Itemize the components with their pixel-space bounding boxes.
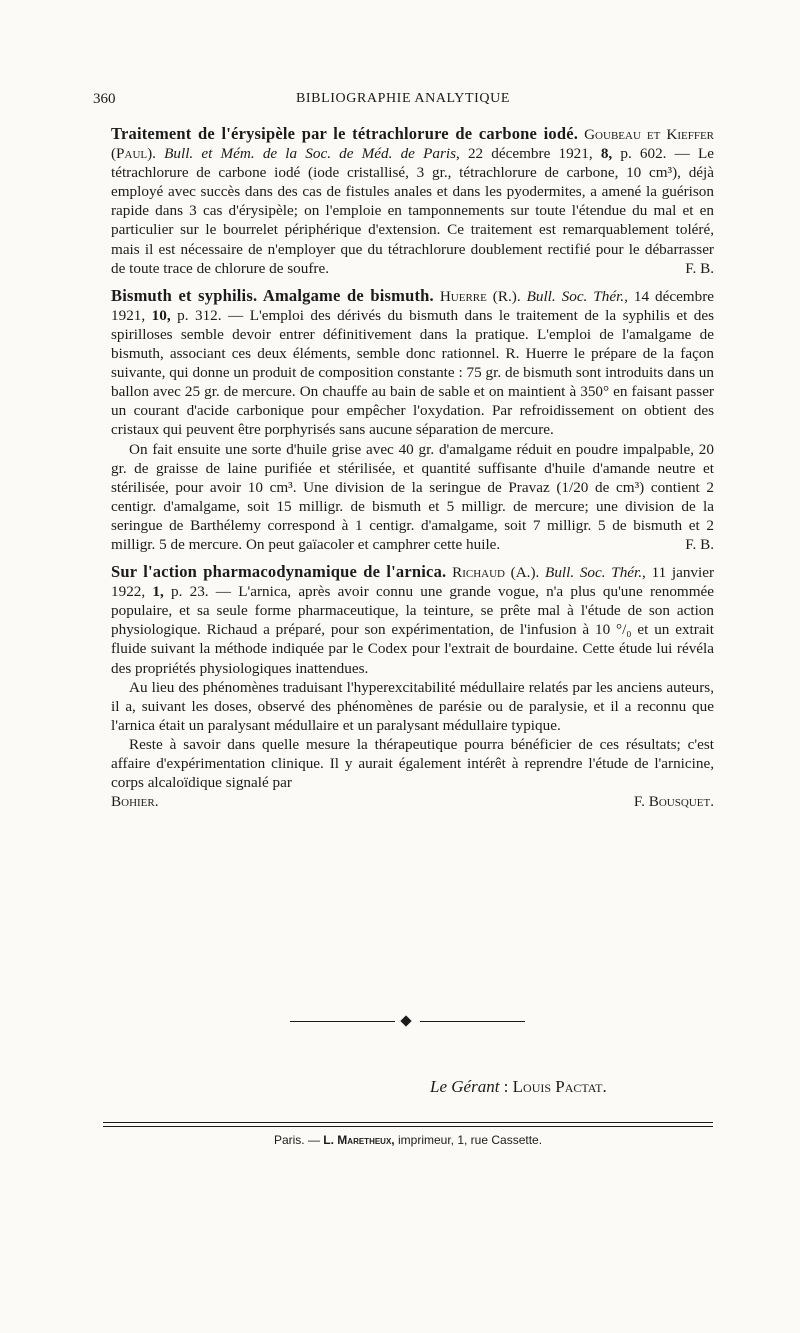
entry-journal: Bull. et Mém. de la Soc. de Méd. de Paris, bbox=[164, 145, 460, 163]
entry-authors: Huerre (R.). bbox=[439, 287, 521, 305]
gerant-label: Le Gérant bbox=[430, 1077, 500, 1096]
entry-date: 14 décembre 1921, bbox=[111, 287, 715, 324]
entry-title: Bismuth et syphilis. Amalgame de bismuth. bbox=[111, 285, 434, 305]
imprint-printer: L. Maretheux, bbox=[323, 1133, 395, 1147]
entry-page: p. 312. — bbox=[177, 306, 244, 324]
entry-paragraph bbox=[111, 440, 714, 555]
entry-journal: Bull. Soc. Thér., bbox=[545, 564, 646, 582]
entry-signature: F. B. bbox=[685, 259, 714, 277]
gerant-separator: : bbox=[503, 1077, 509, 1096]
entry-page: p. 602. — bbox=[620, 145, 690, 163]
entry-text: L'emploi des dérivés du bismuth dans le traitement de la syphilis et des spirilloses semble devoir entrer définitivement dans la pratique. L'emploi de l'amalgame de bismuth, associant ces deux éléments, semble donc rationnel. R. Huerre le prépare de la façon suivante, qui donne un produit de composition constante : 75 gr. de bismuth sont introduits dans un ballon avec 25 gr. de mercure. On chauffe au bain de sable et on maintient à 350° en faisant passer un courant d'acide carbonique pour empêcher l'oxydation. Par refroidissement on obtient des cristaux qui peuvent être porphyrisés sans aucune séparation de mercure. bbox=[111, 306, 715, 439]
entry-paragraph bbox=[111, 735, 714, 792]
entry-title: Traitement de l'érysipèle par le tétrachlorure de carbone iodé. bbox=[111, 124, 579, 143]
entry-signature: F. B. bbox=[685, 535, 714, 553]
imprint-line bbox=[103, 1133, 713, 1147]
entry-erysipele bbox=[111, 124, 714, 278]
diamond-ornament-icon bbox=[400, 1015, 411, 1026]
running-head: BIBLIOGRAPHIE ANALYTIQUE bbox=[295, 91, 511, 106]
cited-author: Bohier. bbox=[111, 793, 159, 811]
entry-volume: 1, bbox=[152, 583, 164, 601]
entry-journal: Bull. Soc. Thér., bbox=[526, 287, 628, 305]
entry-date: 22 décembre 1921, bbox=[467, 145, 593, 163]
ornament-rule-left bbox=[290, 1021, 395, 1022]
entry-page: p. 23. — bbox=[171, 583, 231, 601]
entry-title: Sur l'action pharmacodynamique de l'arnica. bbox=[111, 562, 447, 582]
entry-volume: 8, bbox=[600, 145, 613, 163]
ornament-rule-right bbox=[420, 1021, 525, 1022]
entry-text: On fait ensuite une sorte d'huile grise avec 40 gr. d'amalgame réduit en poudre impalpable, 20 gr. de graisse de laine purifiée et stérilisée, et quantité suffisante d'huile d'amande neutre et stérilisée, pour avoir 10 cm³. Une division de la seringue de Pravaz (1/20 de cm³) contient 2 centigr. d'amalgame, soit 15 milligr. de bismuth et 5 milligr. de mercure; une division de la seringue de Barthélemy correspond à 1 centigr. d'amalgame, soit 7 milligr. 5 de bismuth et 2 milligr. 5 de mercure. On peut gaïacoler et camphrer cette huile. bbox=[111, 440, 714, 553]
section-ornament bbox=[290, 1014, 525, 1028]
entry-text: Le tétrachlorure de carbone iodé (iode cristallisé, 3 gr., tétrachlorure de carbone, 10 cm³), déjà employé avec succès dans des cas de fistules anales et dans les pyodermites, a amené la guérison rapide dans 3 cas d'érysipèle; on l'emploie en tamponnements sur toute l'étendue du mal et en particulier sur le bourrelet périphérique d'extension. Ce traitement est remarquablement toléré, mais il est nécessaire de n'employer que du tétrachlorure doublement rectifié pour le débarrasser de toute trace de chlorure de soufre. bbox=[111, 145, 715, 277]
entry-authors: Goubeau et Kieffer (Paul). bbox=[111, 126, 715, 163]
entry-authors: Richaud (A.). bbox=[452, 564, 540, 582]
gerant-name: Louis Pactat. bbox=[512, 1077, 607, 1096]
entry-date: 11 janvier 1922, bbox=[111, 564, 715, 601]
page-header bbox=[93, 91, 713, 113]
entry-text: Au lieu des phénomènes traduisant l'hyperexcitabilité médullaire relatés par les anciens auteurs, il a, suivant les doses, observé des phénomènes de parésie ou de paralysie, et il a reconnu que l'arnica était un paralysant médullaire et un paralysant médullaire typique. bbox=[111, 678, 714, 734]
footer-rule bbox=[103, 1122, 713, 1123]
entry-bismuth bbox=[111, 286, 714, 440]
entry-signature: F. Bousquet. bbox=[633, 793, 714, 811]
footer-rule bbox=[103, 1126, 713, 1127]
entry-closing-line bbox=[111, 792, 714, 811]
entry-text: L'arnica, après avoir connu une grande vogue, n'a plus qu'une renommée populaire, et sa seule forme pharmaceutique, la teinture, se prête mal à l'étude de son action physiologique. Richaud a préparé, pour son expérimentation, de l'infusion à 10 °/₀ et un extrait fluide suivant la méthode indiquée par le Codex pour l'extrait de bourdaine. Cette étude lui révéla des propriétés physiologiques inattendues. bbox=[111, 583, 715, 677]
entry-paragraph bbox=[111, 678, 714, 735]
entry-arnica bbox=[111, 562, 714, 678]
gerant-line bbox=[430, 1077, 607, 1097]
imprint-address: imprimeur, 1, rue Cassette. bbox=[397, 1133, 543, 1147]
article-body bbox=[111, 124, 714, 811]
page-number: 360 bbox=[93, 91, 116, 107]
entry-volume: 10, bbox=[151, 306, 171, 324]
imprint-place: Paris. — bbox=[273, 1133, 320, 1147]
entry-text: Reste à savoir dans quelle mesure la thérapeutique pourra bénéficier de ces résultats; c'est affaire d'expérimentation clinique. Il y aurait également intérêt à reprendre l'étude de l'arnicine, corps alcaloïdique signalé par bbox=[111, 735, 714, 792]
